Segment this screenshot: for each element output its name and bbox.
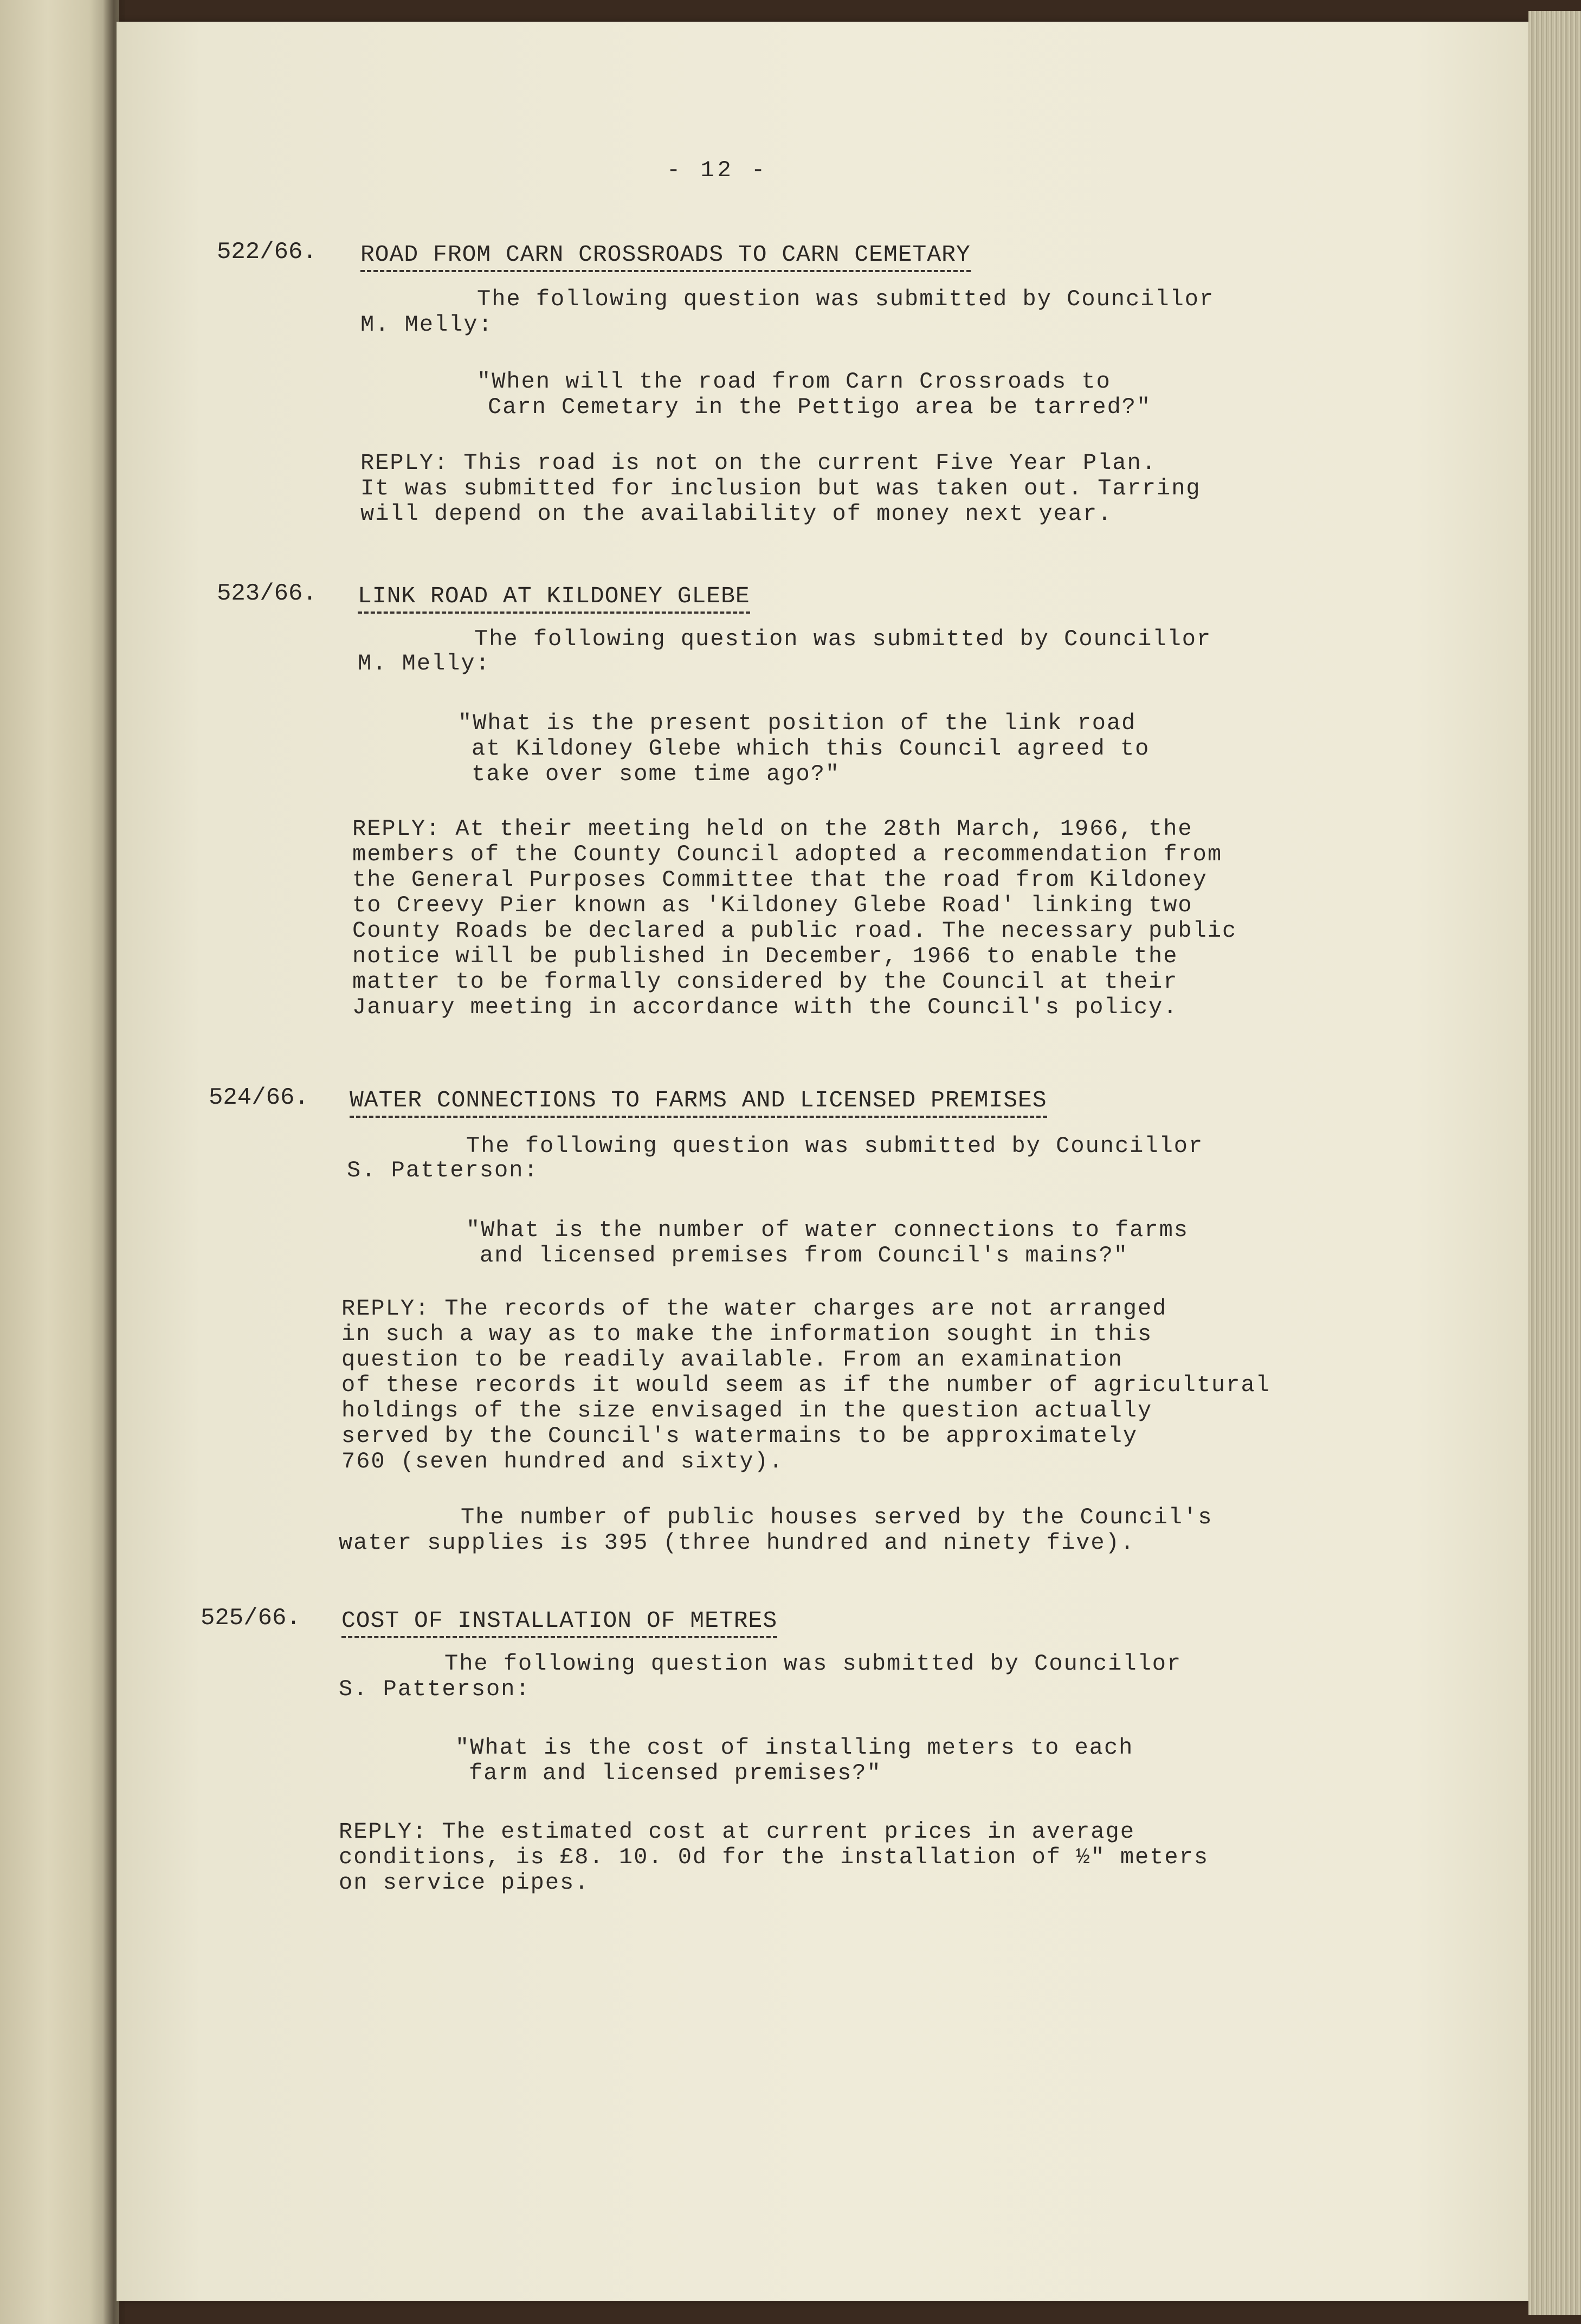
question-line: "What is the cost of installing meters to each xyxy=(455,1735,1134,1761)
reply-line: members of the County Council adopted a recommendation from xyxy=(352,841,1223,867)
item-number: 524/66. xyxy=(209,1084,309,1111)
reply-line: of these records it would seem as if the number of agricultural xyxy=(341,1372,1270,1398)
intro-line: M. Melly: xyxy=(360,312,493,338)
question-line: "What is the present position of the link road xyxy=(458,710,1137,736)
intro-line: S. Patterson: xyxy=(339,1676,531,1702)
question-line: "What is the number of water connections to farms xyxy=(466,1217,1189,1243)
reply-line: question to be readily available. From an examination xyxy=(341,1347,1123,1373)
reply-line: REPLY: At their meeting held on the 28th March, 1966, the xyxy=(352,816,1193,842)
item-heading: COST OF INSTALLATION OF METRES xyxy=(341,1607,777,1638)
reply-line: REPLY: This road is not on the current Five Year Plan. xyxy=(360,450,1157,476)
reply-line: It was submitted for inclusion but was taken out. Tarring xyxy=(360,475,1201,501)
reply-line: the General Purposes Committee that the road from Kildoney xyxy=(352,867,1208,893)
item-heading: ROAD FROM CARN CROSSROADS TO CARN CEMETARY xyxy=(360,241,971,272)
page-number: - 12 - xyxy=(667,157,769,183)
reply-line: matter to be formally considered by the Council at their xyxy=(352,969,1178,995)
reply-line: to Creevy Pier known as 'Kildoney Glebe Road' linking two xyxy=(352,892,1193,918)
reply-line: REPLY: The records of the water charges are not arranged xyxy=(341,1296,1167,1322)
reply-line: REPLY: The estimated cost at current prices in average xyxy=(339,1819,1135,1845)
reply-line: will depend on the availability of money next year. xyxy=(360,501,1113,527)
intro-line: The following question was submitted by Councillor xyxy=(477,286,1215,312)
item-heading: WATER CONNECTIONS TO FARMS AND LICENSED PREMISES xyxy=(350,1087,1047,1118)
reply-line: holdings of the size envisaged in the question actually xyxy=(341,1398,1153,1424)
reply-line: notice will be published in December, 1966 to enable the xyxy=(352,943,1178,969)
item-heading: LINK ROAD AT KILDONEY GLEBE xyxy=(358,583,750,614)
question-line: take over some time ago?" xyxy=(472,761,841,787)
intro-line: M. Melly: xyxy=(358,651,491,677)
item-number: 525/66. xyxy=(201,1605,301,1632)
question-line: at Kildoney Glebe which this Council agreed to xyxy=(472,736,1150,762)
reply-line: on service pipes. xyxy=(339,1870,590,1896)
question-line: and licensed premises from Council's mains?" xyxy=(480,1243,1128,1269)
reply-line: County Roads be declared a public road. The necessary public xyxy=(352,918,1237,944)
question-line: "When will the road from Carn Crossroads to xyxy=(477,369,1111,395)
reply-line: conditions, is £8. 10. 0d for the installation of ½" meters xyxy=(339,1844,1209,1870)
intro-line: The following question was submitted by Councillor xyxy=(466,1133,1204,1159)
intro-line: The following question was submitted by Councillor xyxy=(474,626,1212,652)
intro-line: S. Patterson: xyxy=(347,1157,539,1183)
question-line: Carn Cemetary in the Pettigo area be tarred?" xyxy=(488,394,1152,420)
reply-line: 760 (seven hundred and sixty). xyxy=(341,1449,784,1475)
extra-line: The number of public houses served by the Council's xyxy=(461,1504,1213,1530)
intro-line: The following question was submitted by Councillor xyxy=(444,1651,1182,1677)
reply-line: January meeting in accordance with the Council's policy. xyxy=(352,994,1178,1020)
reply-line: served by the Council's watermains to be approximately xyxy=(341,1423,1138,1449)
reply-line: in such a way as to make the information sought in this xyxy=(341,1321,1153,1347)
item-number: 523/66. xyxy=(217,580,317,607)
item-number: 522/66. xyxy=(217,239,317,266)
question-line: farm and licensed premises?" xyxy=(469,1760,882,1786)
extra-line: water supplies is 395 (three hundred and ninety five). xyxy=(339,1530,1135,1556)
